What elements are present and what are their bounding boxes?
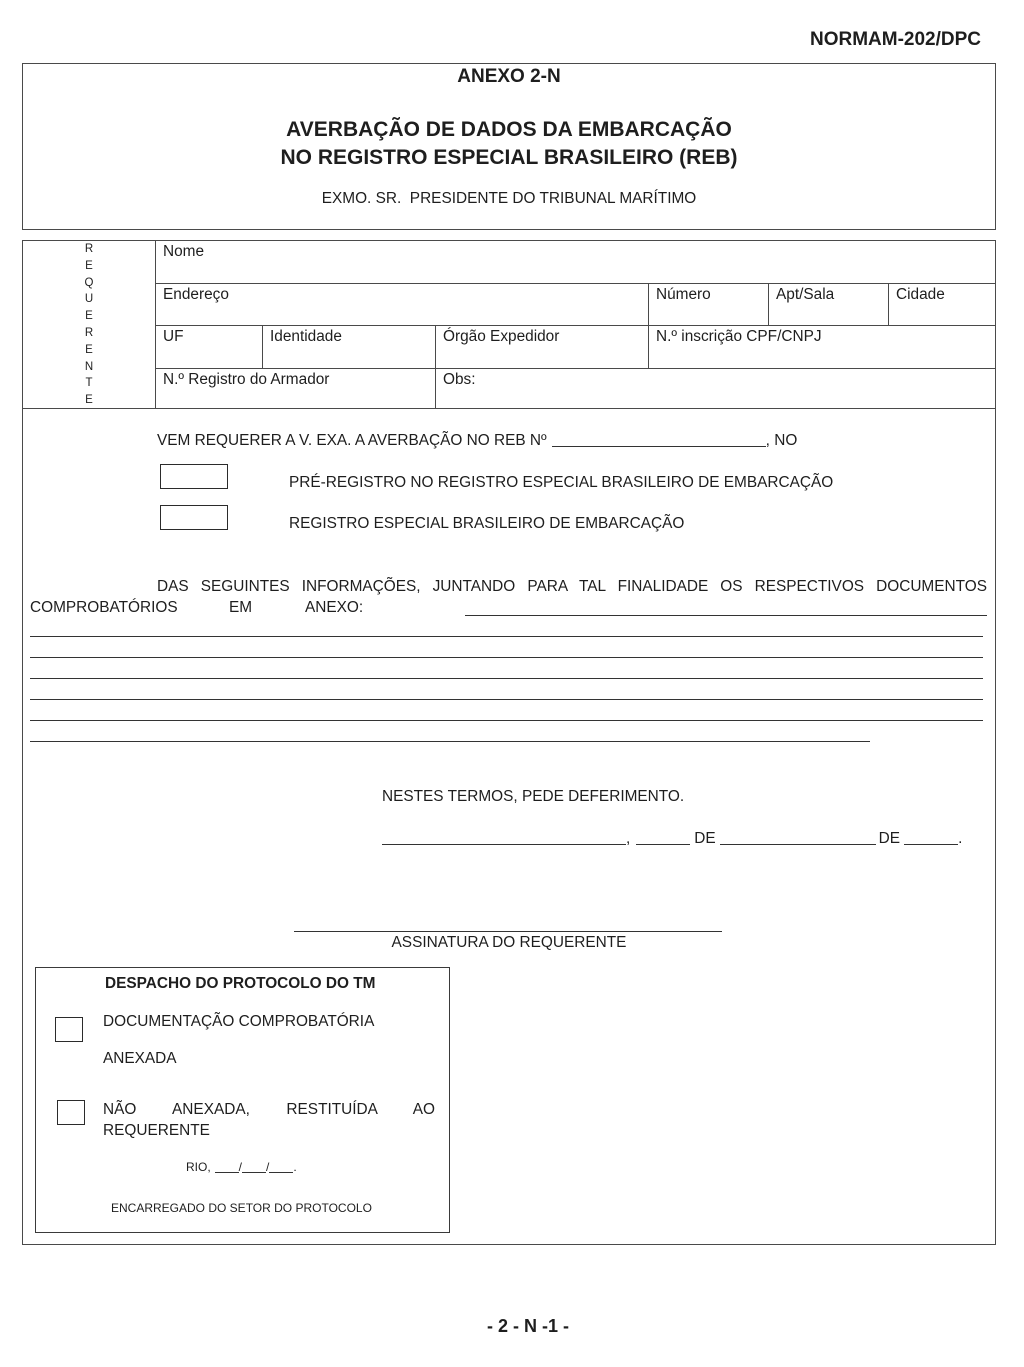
anexada-label-line-1: DOCUMENTAÇÃO COMPROBATÓRIA bbox=[103, 1013, 375, 1030]
registro-armador-field bbox=[155, 368, 436, 409]
apt-sala-field bbox=[768, 283, 889, 326]
numero-label: Número bbox=[656, 286, 711, 303]
information-word-em: EM bbox=[229, 599, 253, 616]
orgao-expedidor-field bbox=[435, 325, 649, 369]
request-line bbox=[157, 432, 797, 450]
page-number: - 2 - N -1 - bbox=[486, 1316, 569, 1336]
write-in-line bbox=[30, 657, 983, 658]
write-in-line bbox=[30, 636, 983, 637]
date-end: . bbox=[958, 830, 963, 847]
obs-field bbox=[435, 368, 996, 409]
signature-line bbox=[294, 931, 722, 932]
write-in-line bbox=[30, 678, 983, 679]
identidade-field bbox=[262, 325, 436, 369]
form-title-line-2: NO REGISTRO ESPECIAL BRASILEIRO (REB) bbox=[280, 146, 738, 169]
cpf-cnpj-field bbox=[648, 325, 996, 369]
write-in-line bbox=[30, 699, 983, 700]
signature-label: ASSINATURA DO REQUERENTE bbox=[391, 934, 627, 951]
despacho-box bbox=[35, 967, 450, 1233]
request-text: VEM REQUERER A V. EXA. A AVERBAÇÃO NO REB Nº bbox=[157, 432, 547, 449]
date-separator: / bbox=[266, 1160, 270, 1174]
write-in-line bbox=[465, 615, 987, 616]
protocol-year-blank bbox=[269, 1163, 293, 1173]
addressee: EXMO. SR. PRESIDENTE DO TRIBUNAL MARÍTIMO bbox=[321, 190, 697, 207]
month-blank bbox=[720, 832, 876, 845]
protocol-responsible: ENCARREGADO DO SETOR DO PROTOCOLO bbox=[111, 1201, 372, 1215]
nao-anexada-checkbox bbox=[57, 1100, 85, 1125]
city-blank bbox=[382, 832, 626, 845]
reb-number-blank bbox=[552, 434, 766, 447]
annex-label: ANEXO 2-N bbox=[457, 66, 561, 87]
document-code: NORMAM-202/DPC bbox=[809, 29, 981, 50]
date-de-1: DE bbox=[694, 830, 716, 847]
day-blank bbox=[636, 832, 690, 845]
form-title-line-1: AVERBAÇÃO DE DADOS DA EMBARCAÇÃO bbox=[286, 118, 732, 141]
request-suffix: , NO bbox=[765, 432, 798, 449]
date-separator: / bbox=[238, 1160, 243, 1174]
despacho-title: DESPACHO DO PROTOCOLO DO TM bbox=[105, 975, 376, 992]
protocol-date-end: . bbox=[293, 1160, 297, 1174]
protocol-day-blank bbox=[215, 1163, 239, 1173]
nao-anexada-label-line-2: REQUERENTE bbox=[103, 1122, 210, 1139]
information-line-1: DAS SEGUINTES INFORMAÇÕES, JUNTANDO PARA TAL FINALIDADE OS RESPECTIVOS DOCUMENTOS bbox=[157, 578, 987, 595]
date-line bbox=[382, 830, 962, 848]
nome-label: Nome bbox=[163, 243, 205, 260]
write-in-line bbox=[30, 720, 983, 721]
cidade-label: Cidade bbox=[896, 286, 945, 303]
information-word-anexo: ANEXO: bbox=[305, 599, 364, 616]
rio-label: RIO, bbox=[186, 1160, 211, 1174]
date-comma: , bbox=[626, 830, 631, 847]
registro-label: REGISTRO ESPECIAL BRASILEIRO DE EMBARCAÇÃO bbox=[289, 515, 685, 532]
registro-armador-label: N.º Registro do Armador bbox=[163, 371, 330, 388]
write-in-line bbox=[30, 741, 870, 742]
anexada-label-line-2: ANEXADA bbox=[103, 1050, 177, 1067]
date-de-2: DE bbox=[878, 830, 901, 847]
closing-terms: NESTES TERMOS, PEDE DEFERIMENTO. bbox=[382, 788, 685, 805]
requerente-side-label: REQUERENTE bbox=[84, 243, 94, 407]
registro-checkbox bbox=[160, 505, 228, 530]
nome-field bbox=[155, 240, 996, 284]
protocol-date-line bbox=[186, 1160, 297, 1174]
endereco-field bbox=[155, 283, 649, 326]
pre-registro-checkbox bbox=[160, 464, 228, 489]
orgao-expedidor-label: Órgão Expedidor bbox=[443, 328, 560, 345]
information-word-comprobatorios: COMPROBATÓRIOS bbox=[30, 599, 178, 616]
year-blank bbox=[904, 832, 958, 845]
endereco-label: Endereço bbox=[163, 286, 229, 303]
obs-label: Obs: bbox=[443, 371, 476, 388]
anexada-checkbox bbox=[55, 1017, 83, 1042]
pre-registro-label: PRÉ-REGISTRO NO REGISTRO ESPECIAL BRASILEIRO DE EMBARCAÇÃO bbox=[289, 474, 834, 491]
uf-field bbox=[155, 325, 263, 369]
apt-sala-label: Apt/Sala bbox=[776, 286, 835, 303]
numero-field bbox=[648, 283, 769, 326]
cpf-cnpj-label: N.º inscrição CPF/CNPJ bbox=[656, 328, 822, 345]
uf-label: UF bbox=[163, 328, 184, 345]
cidade-field bbox=[888, 283, 996, 326]
nao-anexada-label-line-1: NÃO ANEXADA, RESTITUÍDA AO bbox=[103, 1101, 435, 1118]
identidade-label: Identidade bbox=[270, 328, 342, 345]
protocol-month-blank bbox=[242, 1163, 266, 1173]
